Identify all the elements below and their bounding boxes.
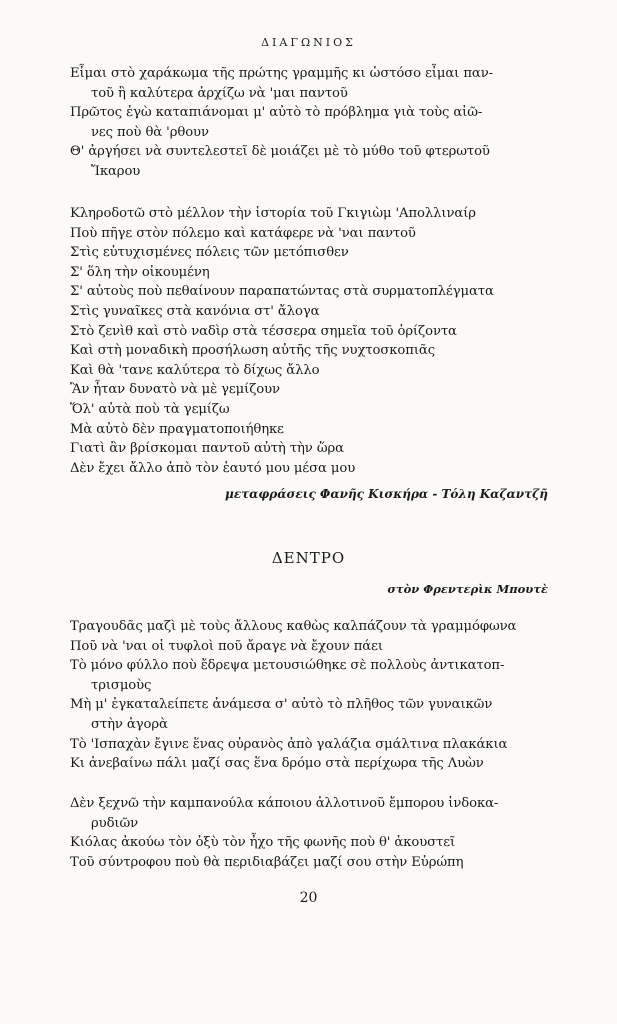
verse-line: Σ' αὐτοὺς ποὺ πεθαίνουν παραπατώντας στὰ συρματοπλέγματα — [70, 284, 494, 300]
verse-line: Τὸ 'Ισπαχὰν ἔγινε ἕνας οὐρανὸς ἀπὸ γαλάζια σμάλτινα πλακάκια — [70, 736, 508, 752]
verse-line: Ποὺ πῆγε στὸν πόλεμο καὶ κατάφερε νὰ 'ναι παντοῦ — [70, 225, 416, 241]
verse-line: Εἶμαι στὸ χαράκωμα τῆς πρώτης γραμμῆς κι ὡστόσο εἶμαι παν- — [70, 66, 493, 81]
verse-line: Γιατὶ ἂν βρίσκομαι παντοῦ αὐτὴ τὴν ὥρα — [70, 441, 344, 457]
verse-line: Κληροδοτῶ στὸ μέλλον τὴν ἱστορία τοῦ Γκιγιὼμ 'Απολλιναίρ — [70, 206, 476, 221]
stanza-4 — [70, 794, 580, 872]
verse-line: Μὰ αὐτὸ δὲν πραγματοποιήθηκε — [70, 421, 284, 437]
verse-line: Ποῦ νὰ 'ναι οἱ τυφλοὶ ποῦ ἄραγε νὰ ἔχουν πάει — [70, 638, 383, 654]
verse-line: Τὸ μόνο φύλλο ποὺ ἔδρεψα μετουσιώθηκε σὲ πολλοὺς ἀντικατοπ- — [70, 658, 505, 674]
verse-line: τοῦ ἢ καλύτερα ἀρχίζω νὰ 'μαι παντοῦ — [91, 85, 348, 101]
verse-line: Θ' ἀργήσει νὰ συντελεστεῖ δὲ μοιάζει μὲ τὸ μύθο τοῦ φτερωτοῦ — [70, 144, 490, 160]
stanza-3 — [70, 617, 580, 774]
verse-line: Ἴκαρου — [91, 163, 141, 179]
page-number: 20 — [299, 890, 318, 906]
verse-line: Καὶ στὴ μοναδικὴ προσήλωση αὐτῆς τῆς νυχτοσκοπιᾶς — [70, 343, 436, 359]
dedication: στὸν Φρεντερὶκ Μπουτὲ — [387, 582, 548, 596]
verse-line: Ἂν ἦταν δυνατὸ νὰ μὲ γεμίζουν — [70, 382, 280, 398]
verse-line: Δὲν ξεχνῶ τὴν καμπανούλα κάποιου ἀλλοτινοῦ ἔμπορου ἰνδοκα- — [70, 796, 499, 811]
verse-line: Στὶς γυναῖκες στὰ κανόνια στ' ἄλογα — [70, 303, 320, 319]
stanza-1 — [70, 64, 580, 182]
verse-line: Καὶ θὰ 'τανε καλύτερα τὸ δίχως ἄλλο — [70, 362, 320, 378]
verse-line: Δὲν ἔχει ἄλλο ἀπὸ τὸν ἑαυτό μου μέσα μου — [70, 460, 356, 476]
verse-line: ρυδιῶν — [91, 815, 139, 831]
verse-line: Σ' ὅλη τὴν οἰκουμένη — [70, 264, 210, 280]
verse-line: Κιόλας ἀκούω τὸν ὀξὺ τὸν ἦχο τῆς φωνῆς ποὺ θ' ἀκουστεῖ — [70, 835, 456, 851]
verse-line: Ὅλ' αὐτὰ ποὺ τὰ γεμίζω — [70, 401, 230, 417]
verse-line: Μὴ μ' ἐγκαταλείπετε ἀνάμεσα σ' αὐτὸ τὸ πλῆθος τῶν γυναικῶν — [70, 697, 493, 713]
verse-line: νες ποὺ θὰ 'ρθουν — [91, 124, 209, 140]
verse-line: Τοῦ σύντροφου ποὺ θὰ περιδιαβάζει μαζί σου στὴν Εὐρώπη — [70, 854, 464, 870]
stanza-2 — [70, 204, 580, 478]
verse-line: τρισμοὺς — [91, 677, 152, 693]
poem-title: ΔΕΝΤΡΟ — [271, 549, 346, 567]
translation-credit: μεταφράσεις Φανῆς Κισκήρα - Τόλη Καζαντζῆ — [225, 487, 548, 501]
verse-line: Στὶς εὐτυχισμένες πόλεις τῶν μετόπισθεν — [70, 245, 349, 261]
verse-line: στὴν ἀγορὰ — [91, 716, 168, 732]
running-head: ΔΙΑΓΩΝΙΟΣ — [261, 36, 356, 49]
verse-line: Πρῶτος ἐγὼ καταπιάνομαι μ' αὐτὸ τὸ πρόβλημα γιὰ τοὺς αἰῶ- — [70, 105, 483, 121]
verse-line: Τραγουδᾶς μαζὶ μὲ τοὺς ἄλλους καθὼς καλπάζουν τὰ γραμμόφωνα — [70, 619, 517, 634]
verse-line: Κι ἀνεβαίνω πάλι μαζί σας ἕνα δρόμο στὰ περίχωρα τῆς Λυὼν — [70, 756, 484, 772]
verse-line: Στὸ ζενὶθ καὶ στὸ ναδὶρ στὰ τέσσερα σημεῖα τοῦ ὁρίζοντα — [70, 323, 457, 339]
